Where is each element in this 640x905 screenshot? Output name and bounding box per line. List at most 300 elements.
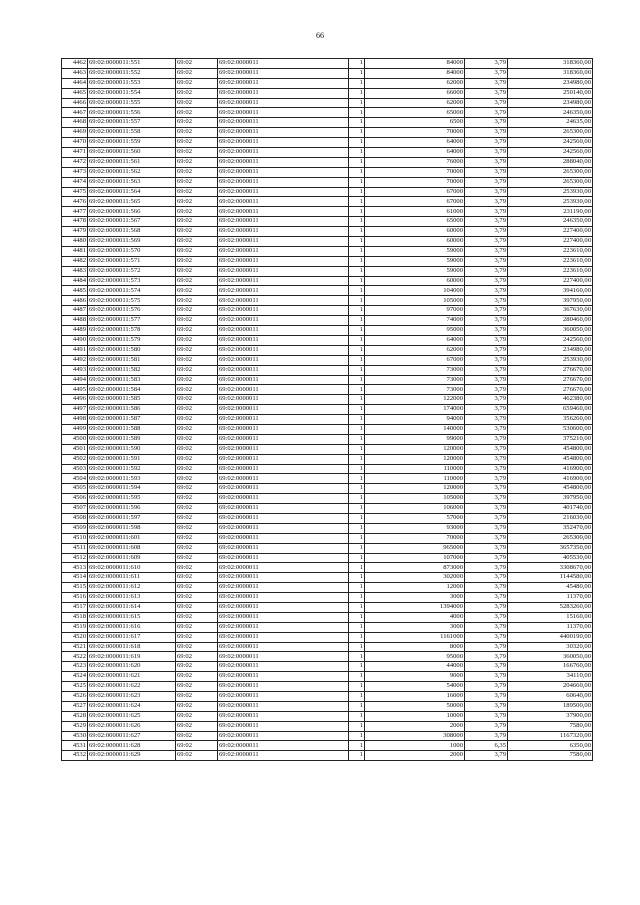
district-cell: 69:02 <box>176 405 218 415</box>
table-row <box>62 118 593 128</box>
district-cell: 69:02 <box>176 444 218 454</box>
cadastral-number-cell: 69:02:0000011:567 <box>88 217 176 227</box>
area-cell: 59000 <box>365 266 465 276</box>
rate-cell: 3,79 <box>465 583 508 593</box>
area-cell: 76000 <box>365 157 465 167</box>
district-cell: 69:02 <box>176 543 218 553</box>
count-cell: 1 <box>349 286 365 296</box>
count-cell: 1 <box>349 533 365 543</box>
table-row <box>62 652 593 662</box>
cadastral-number-cell: 69:02:0000011:564 <box>88 187 176 197</box>
district-cell: 69:02 <box>176 335 218 345</box>
count-cell: 1 <box>349 464 365 474</box>
count-cell: 1 <box>349 484 365 494</box>
count-cell: 1 <box>349 405 365 415</box>
value-cell: 265300,00 <box>508 128 593 138</box>
area-cell: 62000 <box>365 78 465 88</box>
district-cell: 69:02 <box>176 642 218 652</box>
cadastral-number-cell: 69:02:0000011:628 <box>88 741 176 751</box>
table-row <box>62 227 593 237</box>
quarter-cell: 69:02:0000011 <box>218 513 349 523</box>
cadastral-number-cell: 69:02:0000011:595 <box>88 494 176 504</box>
rate-cell: 3,79 <box>465 513 508 523</box>
table-row <box>62 108 593 118</box>
area-cell: 10000 <box>365 711 465 721</box>
value-cell: 454800,00 <box>508 444 593 454</box>
area-cell: 73000 <box>365 365 465 375</box>
count-cell: 1 <box>349 68 365 78</box>
district-cell: 69:02 <box>176 474 218 484</box>
cadastral-number-cell: 69:02:0000011:570 <box>88 246 176 256</box>
rate-cell: 3,79 <box>465 672 508 682</box>
rate-cell: 3,79 <box>465 345 508 355</box>
table-row <box>62 741 593 751</box>
rate-cell: 3,79 <box>465 316 508 326</box>
cadastral-number-cell: 69:02:0000011:624 <box>88 701 176 711</box>
table-row <box>62 296 593 306</box>
count-cell: 1 <box>349 434 365 444</box>
value-cell: 6350,00 <box>508 741 593 751</box>
rate-cell: 3,79 <box>465 484 508 494</box>
value-cell: 37900,00 <box>508 711 593 721</box>
cadastral-number-cell: 69:02:0000011:623 <box>88 692 176 702</box>
district-cell: 69:02 <box>176 731 218 741</box>
cadastral-number-cell: 69:02:0000011:583 <box>88 375 176 385</box>
value-cell: 223610,00 <box>508 256 593 266</box>
district-cell: 69:02 <box>176 484 218 494</box>
table-row <box>62 612 593 622</box>
table-row <box>62 454 593 464</box>
rate-cell: 3,79 <box>465 642 508 652</box>
table-row <box>62 316 593 326</box>
table-row <box>62 602 593 612</box>
district-cell: 69:02 <box>176 424 218 434</box>
value-cell: 227400,00 <box>508 237 593 247</box>
row-number-cell: 4482 <box>62 256 88 266</box>
rate-cell: 3,79 <box>465 692 508 702</box>
value-cell: 5283260,00 <box>508 602 593 612</box>
district-cell: 69:02 <box>176 157 218 167</box>
table-row <box>62 424 593 434</box>
rate-cell: 3,79 <box>465 326 508 336</box>
row-number-cell: 4474 <box>62 177 88 187</box>
row-number-cell: 4490 <box>62 335 88 345</box>
table-row <box>62 207 593 217</box>
value-cell: 45480,00 <box>508 583 593 593</box>
rate-cell: 3,79 <box>465 108 508 118</box>
cadastral-number-cell: 69:02:0000011:560 <box>88 148 176 158</box>
area-cell: 120000 <box>365 454 465 464</box>
quarter-cell: 69:02:0000011 <box>218 68 349 78</box>
row-number-cell: 4478 <box>62 217 88 227</box>
area-cell: 302000 <box>365 573 465 583</box>
value-cell: 250140,00 <box>508 88 593 98</box>
value-cell: 360050,00 <box>508 326 593 336</box>
table-row <box>62 335 593 345</box>
table-row <box>62 237 593 247</box>
district-cell: 69:02 <box>176 128 218 138</box>
quarter-cell: 69:02:0000011 <box>218 612 349 622</box>
rate-cell: 3,79 <box>465 662 508 672</box>
area-cell: 67000 <box>365 355 465 365</box>
area-cell: 74000 <box>365 316 465 326</box>
district-cell: 69:02 <box>176 682 218 692</box>
district-cell: 69:02 <box>176 167 218 177</box>
count-cell: 1 <box>349 731 365 741</box>
rate-cell: 3,79 <box>465 701 508 711</box>
row-number-cell: 4489 <box>62 326 88 336</box>
row-number-cell: 4516 <box>62 593 88 603</box>
row-number-cell: 4468 <box>62 118 88 128</box>
district-cell: 69:02 <box>176 326 218 336</box>
quarter-cell: 69:02:0000011 <box>218 138 349 148</box>
row-number-cell: 4500 <box>62 434 88 444</box>
value-cell: 246350,00 <box>508 217 593 227</box>
count-cell: 1 <box>349 98 365 108</box>
area-cell: 62000 <box>365 345 465 355</box>
area-cell: 965000 <box>365 543 465 553</box>
rate-cell: 3,79 <box>465 306 508 316</box>
district-cell: 69:02 <box>176 741 218 751</box>
quarter-cell: 69:02:0000011 <box>218 652 349 662</box>
table-row <box>62 355 593 365</box>
table-row <box>62 553 593 563</box>
table-row <box>62 326 593 336</box>
value-cell: 34110,00 <box>508 672 593 682</box>
row-number-cell: 4527 <box>62 701 88 711</box>
district-cell: 69:02 <box>176 177 218 187</box>
table-row <box>62 276 593 286</box>
page-number: 66 <box>316 31 324 40</box>
quarter-cell: 69:02:0000011 <box>218 177 349 187</box>
cadastral-number-cell: 69:02:0000011:587 <box>88 415 176 425</box>
count-cell: 1 <box>349 513 365 523</box>
cadastral-number-cell: 69:02:0000011:554 <box>88 88 176 98</box>
table-row <box>62 59 593 69</box>
row-number-cell: 4481 <box>62 246 88 256</box>
count-cell: 1 <box>349 128 365 138</box>
table-row <box>62 692 593 702</box>
cadastral-number-cell: 69:02:0000011:590 <box>88 444 176 454</box>
count-cell: 1 <box>349 573 365 583</box>
rate-cell: 3,79 <box>465 494 508 504</box>
value-cell: 352470,00 <box>508 523 593 533</box>
row-number-cell: 4462 <box>62 59 88 69</box>
rate-cell: 3,79 <box>465 187 508 197</box>
count-cell: 1 <box>349 741 365 751</box>
value-cell: 318360,00 <box>508 68 593 78</box>
area-cell: 99000 <box>365 434 465 444</box>
quarter-cell: 69:02:0000011 <box>218 553 349 563</box>
area-cell: 64000 <box>365 138 465 148</box>
district-cell: 69:02 <box>176 59 218 69</box>
district-cell: 69:02 <box>176 494 218 504</box>
cadastral-number-cell: 69:02:0000011:615 <box>88 612 176 622</box>
row-number-cell: 4528 <box>62 711 88 721</box>
count-cell: 1 <box>349 59 365 69</box>
district-cell: 69:02 <box>176 711 218 721</box>
table-row <box>62 256 593 266</box>
value-cell: 166760,00 <box>508 662 593 672</box>
value-cell: 318360,00 <box>508 59 593 69</box>
count-cell: 1 <box>349 504 365 514</box>
row-number-cell: 4530 <box>62 731 88 741</box>
value-cell: 530600,00 <box>508 424 593 434</box>
rate-cell: 3,79 <box>465 148 508 158</box>
row-number-cell: 4529 <box>62 721 88 731</box>
count-cell: 1 <box>349 622 365 632</box>
row-number-cell: 4470 <box>62 138 88 148</box>
quarter-cell: 69:02:0000011 <box>218 474 349 484</box>
quarter-cell: 69:02:0000011 <box>218 286 349 296</box>
area-cell: 94000 <box>365 415 465 425</box>
rate-cell: 3,79 <box>465 464 508 474</box>
row-number-cell: 4477 <box>62 207 88 217</box>
area-cell: 873000 <box>365 563 465 573</box>
row-number-cell: 4502 <box>62 454 88 464</box>
table-row <box>62 98 593 108</box>
district-cell: 69:02 <box>176 434 218 444</box>
area-cell: 120000 <box>365 444 465 454</box>
quarter-cell: 69:02:0000011 <box>218 355 349 365</box>
district-cell: 69:02 <box>176 138 218 148</box>
cadastral-number-cell: 69:02:0000011:555 <box>88 98 176 108</box>
row-number-cell: 4499 <box>62 424 88 434</box>
count-cell: 1 <box>349 593 365 603</box>
table-row <box>62 197 593 207</box>
district-cell: 69:02 <box>176 553 218 563</box>
quarter-cell: 69:02:0000011 <box>218 662 349 672</box>
district-cell: 69:02 <box>176 464 218 474</box>
quarter-cell: 69:02:0000011 <box>218 128 349 138</box>
cadastral-number-cell: 69:02:0000011:574 <box>88 286 176 296</box>
table-row <box>62 682 593 692</box>
row-number-cell: 4476 <box>62 197 88 207</box>
district-cell: 69:02 <box>176 751 218 761</box>
district-cell: 69:02 <box>176 375 218 385</box>
district-cell: 69:02 <box>176 246 218 256</box>
row-number-cell: 4522 <box>62 652 88 662</box>
quarter-cell: 69:02:0000011 <box>218 375 349 385</box>
rate-cell: 3,79 <box>465 296 508 306</box>
cadastral-number-cell: 69:02:0000011:619 <box>88 652 176 662</box>
cadastral-number-cell: 69:02:0000011:575 <box>88 296 176 306</box>
district-cell: 69:02 <box>176 612 218 622</box>
area-cell: 2000 <box>365 721 465 731</box>
table-row <box>62 662 593 672</box>
area-cell: 308000 <box>365 731 465 741</box>
rate-cell: 3,79 <box>465 454 508 464</box>
quarter-cell: 69:02:0000011 <box>218 464 349 474</box>
quarter-cell: 69:02:0000011 <box>218 395 349 405</box>
quarter-cell: 69:02:0000011 <box>218 246 349 256</box>
row-number-cell: 4497 <box>62 405 88 415</box>
row-number-cell: 4472 <box>62 157 88 167</box>
cadastral-number-cell: 69:02:0000011:573 <box>88 276 176 286</box>
cadastral-number-cell: 69:02:0000011:625 <box>88 711 176 721</box>
count-cell: 1 <box>349 326 365 336</box>
value-cell: 227400,00 <box>508 227 593 237</box>
quarter-cell: 69:02:0000011 <box>218 672 349 682</box>
row-number-cell: 4512 <box>62 553 88 563</box>
table-row <box>62 148 593 158</box>
area-cell: 61000 <box>365 207 465 217</box>
area-cell: 70000 <box>365 177 465 187</box>
value-cell: 401740,00 <box>508 504 593 514</box>
area-cell: 106000 <box>365 504 465 514</box>
row-number-cell: 4467 <box>62 108 88 118</box>
table-row <box>62 474 593 484</box>
quarter-cell: 69:02:0000011 <box>218 88 349 98</box>
value-cell: 3657350,00 <box>508 543 593 553</box>
row-number-cell: 4514 <box>62 573 88 583</box>
area-cell: 110000 <box>365 474 465 484</box>
area-cell: 174000 <box>365 405 465 415</box>
count-cell: 1 <box>349 543 365 553</box>
district-cell: 69:02 <box>176 345 218 355</box>
area-cell: 4000 <box>365 612 465 622</box>
count-cell: 1 <box>349 306 365 316</box>
row-number-cell: 4486 <box>62 296 88 306</box>
row-number-cell: 4479 <box>62 227 88 237</box>
cadastral-number-cell: 69:02:0000011:626 <box>88 721 176 731</box>
rate-cell: 3,79 <box>465 78 508 88</box>
count-cell: 1 <box>349 523 365 533</box>
table-row <box>62 68 593 78</box>
count-cell: 1 <box>349 217 365 227</box>
table-row <box>62 88 593 98</box>
quarter-cell: 69:02:0000011 <box>218 296 349 306</box>
area-cell: 105000 <box>365 296 465 306</box>
cadastral-number-cell: 69:02:0000011:585 <box>88 395 176 405</box>
row-number-cell: 4495 <box>62 385 88 395</box>
area-cell: 59000 <box>365 256 465 266</box>
table-row <box>62 523 593 533</box>
rate-cell: 3,79 <box>465 573 508 583</box>
table-row <box>62 672 593 682</box>
rate-cell: 3,79 <box>465 682 508 692</box>
quarter-cell: 69:02:0000011 <box>218 108 349 118</box>
quarter-cell: 69:02:0000011 <box>218 98 349 108</box>
value-cell: 462380,00 <box>508 395 593 405</box>
district-cell: 69:02 <box>176 662 218 672</box>
table-row <box>62 167 593 177</box>
district-cell: 69:02 <box>176 108 218 118</box>
row-number-cell: 4505 <box>62 484 88 494</box>
count-cell: 1 <box>349 662 365 672</box>
table-row <box>62 157 593 167</box>
value-cell: 280460,00 <box>508 316 593 326</box>
area-cell: 1000 <box>365 741 465 751</box>
value-cell: 397950,00 <box>508 296 593 306</box>
row-number-cell: 4464 <box>62 78 88 88</box>
table-row <box>62 187 593 197</box>
quarter-cell: 69:02:0000011 <box>218 692 349 702</box>
quarter-cell: 69:02:0000011 <box>218 444 349 454</box>
cadastral-number-cell: 69:02:0000011:612 <box>88 583 176 593</box>
value-cell: 659460,00 <box>508 405 593 415</box>
quarter-cell: 69:02:0000011 <box>218 533 349 543</box>
area-cell: 1161000 <box>365 632 465 642</box>
quarter-cell: 69:02:0000011 <box>218 187 349 197</box>
area-cell: 3000 <box>365 622 465 632</box>
value-cell: 4400190,00 <box>508 632 593 642</box>
rate-cell: 3,79 <box>465 276 508 286</box>
row-number-cell: 4488 <box>62 316 88 326</box>
district-cell: 69:02 <box>176 266 218 276</box>
area-cell: 3000 <box>365 593 465 603</box>
count-cell: 1 <box>349 415 365 425</box>
rate-cell: 3,79 <box>465 415 508 425</box>
quarter-cell: 69:02:0000011 <box>218 415 349 425</box>
count-cell: 1 <box>349 227 365 237</box>
district-cell: 69:02 <box>176 148 218 158</box>
table-row <box>62 138 593 148</box>
count-cell: 1 <box>349 652 365 662</box>
value-cell: 7580,00 <box>508 721 593 731</box>
district-cell: 69:02 <box>176 701 218 711</box>
rate-cell: 3,79 <box>465 256 508 266</box>
count-cell: 1 <box>349 276 365 286</box>
value-cell: 223610,00 <box>508 246 593 256</box>
cadastral-number-cell: 69:02:0000011:578 <box>88 326 176 336</box>
row-number-cell: 4501 <box>62 444 88 454</box>
count-cell: 1 <box>349 148 365 158</box>
row-number-cell: 4523 <box>62 662 88 672</box>
cadastral-number-cell: 69:02:0000011:594 <box>88 484 176 494</box>
table-row <box>62 573 593 583</box>
cadastral-number-cell: 69:02:0000011:598 <box>88 523 176 533</box>
quarter-cell: 69:02:0000011 <box>218 504 349 514</box>
row-number-cell: 4513 <box>62 563 88 573</box>
value-cell: 276670,00 <box>508 375 593 385</box>
quarter-cell: 69:02:0000011 <box>218 326 349 336</box>
cadastral-number-cell: 69:02:0000011:597 <box>88 513 176 523</box>
quarter-cell: 69:02:0000011 <box>218 365 349 375</box>
quarter-cell: 69:02:0000011 <box>218 405 349 415</box>
count-cell: 1 <box>349 632 365 642</box>
cadastral-number-cell: 69:02:0000011:559 <box>88 138 176 148</box>
quarter-cell: 69:02:0000011 <box>218 642 349 652</box>
rate-cell: 3,79 <box>465 504 508 514</box>
row-number-cell: 4485 <box>62 286 88 296</box>
value-cell: 11370,00 <box>508 622 593 632</box>
count-cell: 1 <box>349 345 365 355</box>
rate-cell: 3,79 <box>465 246 508 256</box>
cadastral-number-cell: 69:02:0000011:601 <box>88 533 176 543</box>
value-cell: 246350,00 <box>508 108 593 118</box>
count-cell: 1 <box>349 672 365 682</box>
table-row <box>62 504 593 514</box>
quarter-cell: 69:02:0000011 <box>218 237 349 247</box>
quarter-cell: 69:02:0000011 <box>218 434 349 444</box>
quarter-cell: 69:02:0000011 <box>218 573 349 583</box>
district-cell: 69:02 <box>176 672 218 682</box>
value-cell: 397950,00 <box>508 494 593 504</box>
cadastral-number-cell: 69:02:0000011:557 <box>88 118 176 128</box>
value-cell: 189500,00 <box>508 701 593 711</box>
value-cell: 360050,00 <box>508 652 593 662</box>
rate-cell: 3,79 <box>465 237 508 247</box>
value-cell: 367630,00 <box>508 306 593 316</box>
cadastral-number-cell: 69:02:0000011:576 <box>88 306 176 316</box>
rate-cell: 3,79 <box>465 612 508 622</box>
quarter-cell: 69:02:0000011 <box>218 157 349 167</box>
area-cell: 73000 <box>365 375 465 385</box>
district-cell: 69:02 <box>176 563 218 573</box>
rate-cell: 3,79 <box>465 365 508 375</box>
quarter-cell: 69:02:0000011 <box>218 207 349 217</box>
